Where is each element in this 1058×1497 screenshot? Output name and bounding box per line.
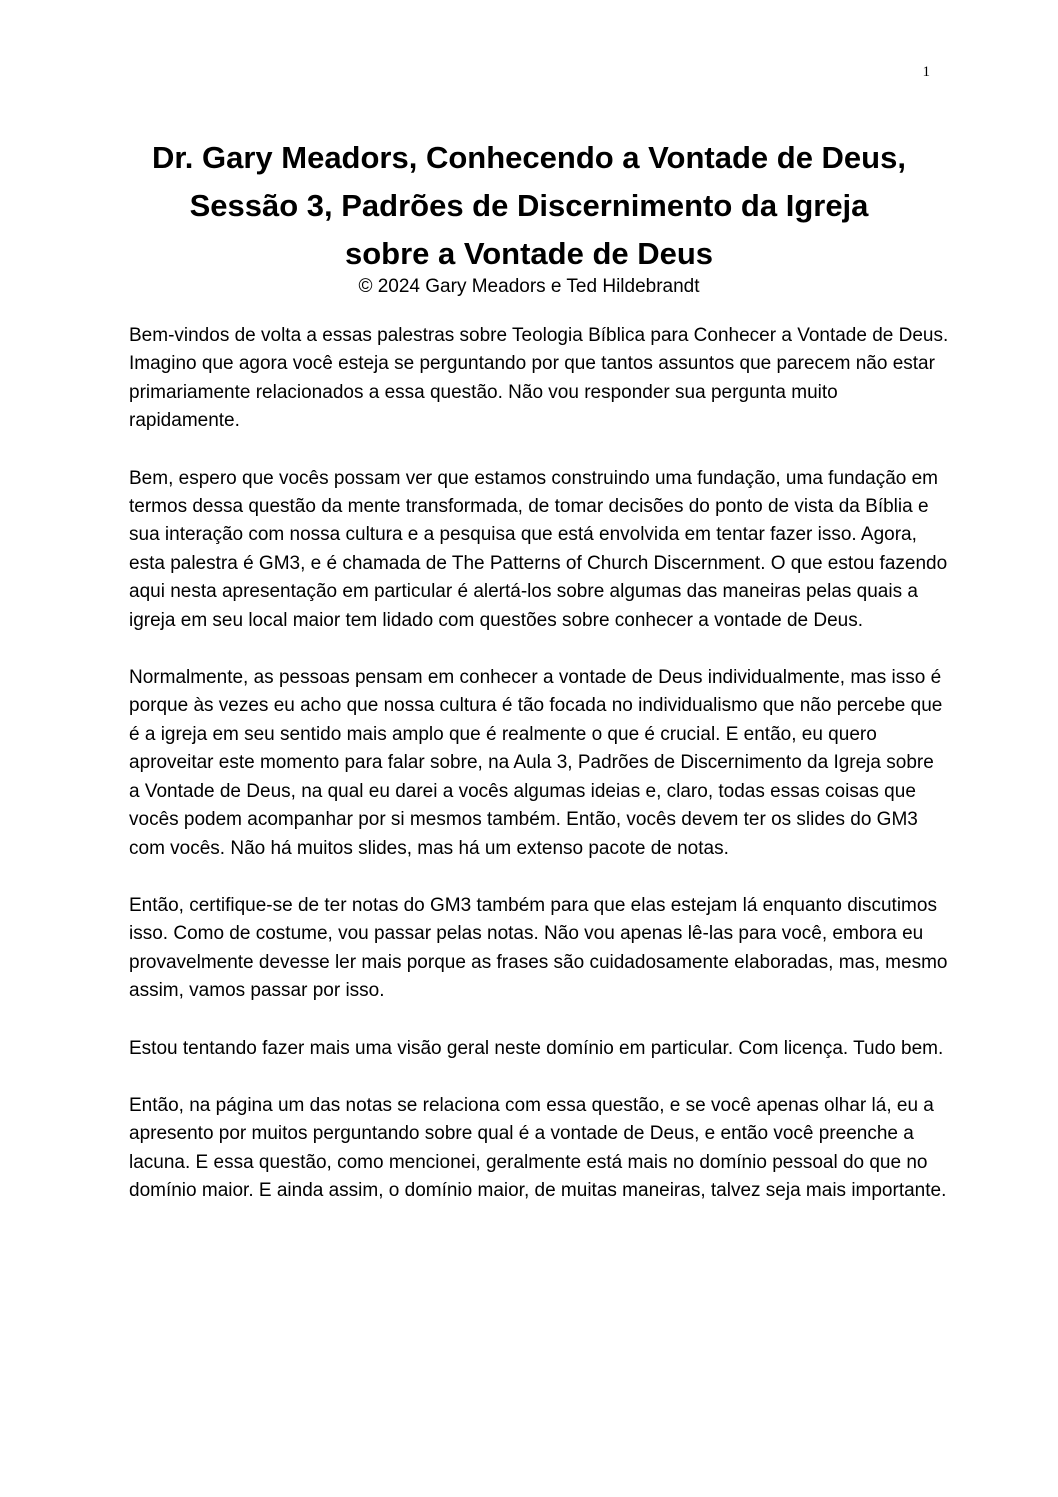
- copyright-notice: © 2024 Gary Meadors e Ted Hildebrandt: [358, 276, 700, 297]
- page-number: 1: [922, 64, 930, 80]
- paragraph: Então, certifique-se de ter notas do GM3 também para que elas estejam lá enquanto discutimos isso. Como de costume, vou passar pelas notas. Não vou apenas lê-las para você, embora eu provavelmente devesse ler mais porque as frases são cuidadosamente elaboradas, mas, mesmo assim, vamos passar por isso.: [129, 894, 948, 1002]
- title-line-2: Sessão 3, Padrões de Discernimento da Igreja: [189, 188, 869, 223]
- title-line-1: Dr. Gary Meadors, Conhecendo a Vontade de Deus,: [152, 140, 906, 175]
- title-line-3: sobre a Vontade de Deus: [344, 236, 714, 271]
- document-header: [100, 134, 958, 300]
- paragraph: Bem-vindos de volta a essas palestras sobre Teologia Bíblica para Conhecer a Vontade de Deus. Imagino que agora você esteja se perguntando por que tantos assuntos que parecem não estar primariamente relacionados a essa questão. Não vou responder sua pergunta muito rapidamente.: [129, 325, 949, 432]
- paragraph: Então, na página um das notas se relaciona com essa questão, e se você apenas olhar lá, eu a apresento por muitos perguntando sobre qual é a vontade de Deus, e então você preenche a lacuna. E essa questão, como mencionei, geralmente está mais no domínio pessoal do que no domínio maior. E ainda assim, o domínio maior, de muitas maneiras, talvez seja mais importante.: [129, 1094, 947, 1202]
- document-body: [129, 322, 949, 1235]
- paragraph: Estou tentando fazer mais uma visão geral neste domínio em particular. Com licença. Tudo bem.: [129, 1037, 944, 1059]
- paragraph: Bem, espero que vocês possam ver que estamos construindo uma fundação, uma fundação em termos dessa questão da mente transformada, de tomar decisões do ponto de vista da Bíblia e sua interação com nossa cultura e a pesquisa que está envolvida em tentar fazer isso. Agora, esta palestra é GM3, e é chamada de The Patterns of Church Discernment. O que estou fazendo aqui nesta apresentação em particular é alertá-los sobre algumas das maneiras pelas quais a igreja em seu local maior tem lidado com questões sobre conhecer a vontade de Deus.: [129, 467, 948, 631]
- paragraph: Normalmente, as pessoas pensam em conhecer a vontade de Deus individualmente, mas isso é porque às vezes eu acho que nossa cultura é tão focada no individualismo que não percebe que é a igreja em seu sentido mais amplo que é realmente o que é crucial. E então, eu quero aproveitar este momento para falar sobre, na Aula 3, Padrões de Discernimento da Igreja sobre a Vontade de Deus, na qual eu darei a vocês algumas ideias e, claro, todas essas coisas que vocês podem acompanhar por si mesmos também. Então, vocês devem ter os slides do GM3 com vocês. Não há muitos slides, mas há um extenso pacote de notas.: [129, 667, 943, 859]
